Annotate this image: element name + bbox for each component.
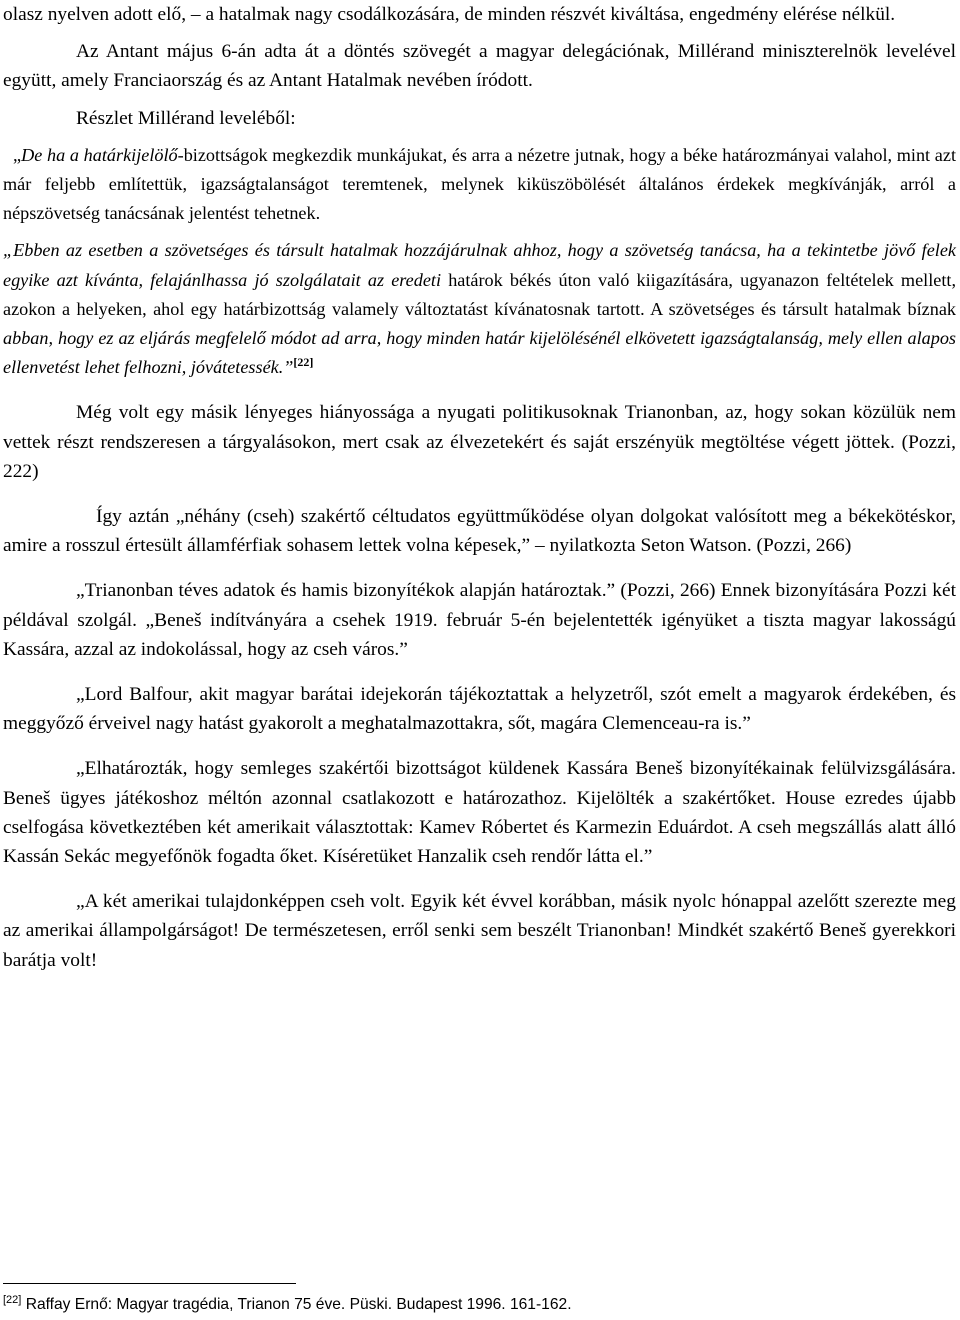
quote-paragraph-2 (3, 236, 956, 382)
paragraph-false-evidence: „Trianonban téves adatok és hamis bizonyítékok alapján határoztak.” (Pozzi, 266) Ennek bizonyítására Pozzi két példával szolgál. „Beneš indítványára a csehek 1919. február 5-én bejelentették igényüket a tiszta magyar lakosságú Kassára, azzal az indokolással, hogy az cseh város.” (3, 580, 956, 660)
document-body (3, 0, 956, 975)
quote-text: -bizottságok megkezdik munkájukat, és arra a nézetre jutnak, hogy a béke határozmányai valahol, mint azt már feljebb említettük, igazságtalanságot teremtenek, melynek kiküszöbölését általános érdekek megkívánják, arról a népszövetség tanácsának jelentést tehetnek. (3, 144, 957, 224)
letter-excerpt-heading: Részlet Millérand leveléből: (76, 107, 296, 129)
footnote (3, 1295, 903, 1315)
paragraph-expert-committee: „Elhatározták, hogy semleges szakértői bizottságot küldenek Kassára Beneš bizonyítékainak felülvizsgálására. Beneš ügyes játékoshoz méltón azonnal csatlakozott e határozathoz. Kijelölték a szakértőket. House ezredes újabb cselfogása következtében két amerikait választottak: Kamev Róbertet és Karmezin Eduárdot. A cseh megszállás alatt álló Kassán Sekác megyefőnök fogadta őket. Kíséretüket Hanzalik cseh rendőr látta el.” (3, 758, 956, 868)
footnote-reference[interactable]: [22] (293, 355, 314, 370)
quote-italic-text-2: abban, hogy ez az eljárás megfelelő módot ad arra, hogy minden határ kijelölésénél elkövetett igazságtalanság, mely ellen alapos ellenvetést lehet felhozni, jóvátetessék.” (3, 328, 956, 378)
quote-italic-text-1: „Ebben az esetben a szövetséges és társult hatalmak hozzájárulnak ahhoz, hogy a szövetség tanácsa, ha a tekintetbe jövő felek egyike azt kívánta, felajánlhassa jó szolgálatait az eredeti (3, 240, 956, 290)
paragraph-politicians: Még volt egy másik lényeges hiányossága a nyugati politikusoknak Trianonban, az, hogy sokan közülük nem vettek részt rendszeresen a tárgyalásokon, mert csak az élvezetekért és saját erszényük megtöltése végett jöttek. (Pozzi, 222) (3, 402, 956, 482)
paragraph-seton-watson: Így aztán „néhány (cseh) szakértő céltudatos együttműködése olyan dolgokat valósított meg a békekötéskor, amire a rosszul értesült államférfiak sohasem lettek volna képesek,” – nyilatkozta Seton Watson. (Pozzi, 266) (3, 506, 956, 557)
quote-plain-text: határok békés úton való kiigazítására, ugyanazon feltételek mellett, azokon a helyeken, ahol egy határbizottság valamely változtatást kívánatosnak tartott. A szövetséges és társult hatalmak bíznak (3, 269, 956, 319)
footnote-separator (3, 1283, 296, 1284)
quote-paragraph-1 (3, 141, 956, 229)
paragraph-two-americans: „A két amerikai tulajdonképpen cseh volt. Egyik két évvel korábban, másik nyolc hónappal azelőtt szerezte meg az amerikai állampolgárságot! De természetesen, erről senki sem beszélt Trianonban! Mindkét szakértő Beneš gyerekkori barátja volt! (3, 891, 956, 971)
footnote-number: [22] (3, 1293, 22, 1306)
footnote-text: Raffay Ernő: Magyar tragédia, Trianon 75 éve. Püski. Budapest 1996. 161-162. (21, 1296, 572, 1313)
quote-open-mark: „ (13, 144, 22, 165)
quote-italic-text: De ha a határkijelölő (21, 144, 178, 165)
paragraph-lord-balfour: „Lord Balfour, akit magyar barátai idejekorán tájékoztattak a helyzetről, szót emelt a magyarok érdekében, és meggyőző érveivel nagy hatást gyakorolt a meghatalmazottakra, sőt, magára Clemenceau-ra is.” (3, 684, 956, 735)
paragraph-antant: Az Antant május 6-án adta át a döntés szövegét a magyar delegációnak, Millérand miniszterelnök levelével együtt, amely Franciaország és az Antant Hatalmak nevében íródott. (3, 41, 956, 92)
paragraph-intro-continued: olasz nyelven adott elő, – a hatalmak nagy csodálkozására, de minden részvét kiváltása, engedmény elérése nélkül. (3, 4, 896, 25)
